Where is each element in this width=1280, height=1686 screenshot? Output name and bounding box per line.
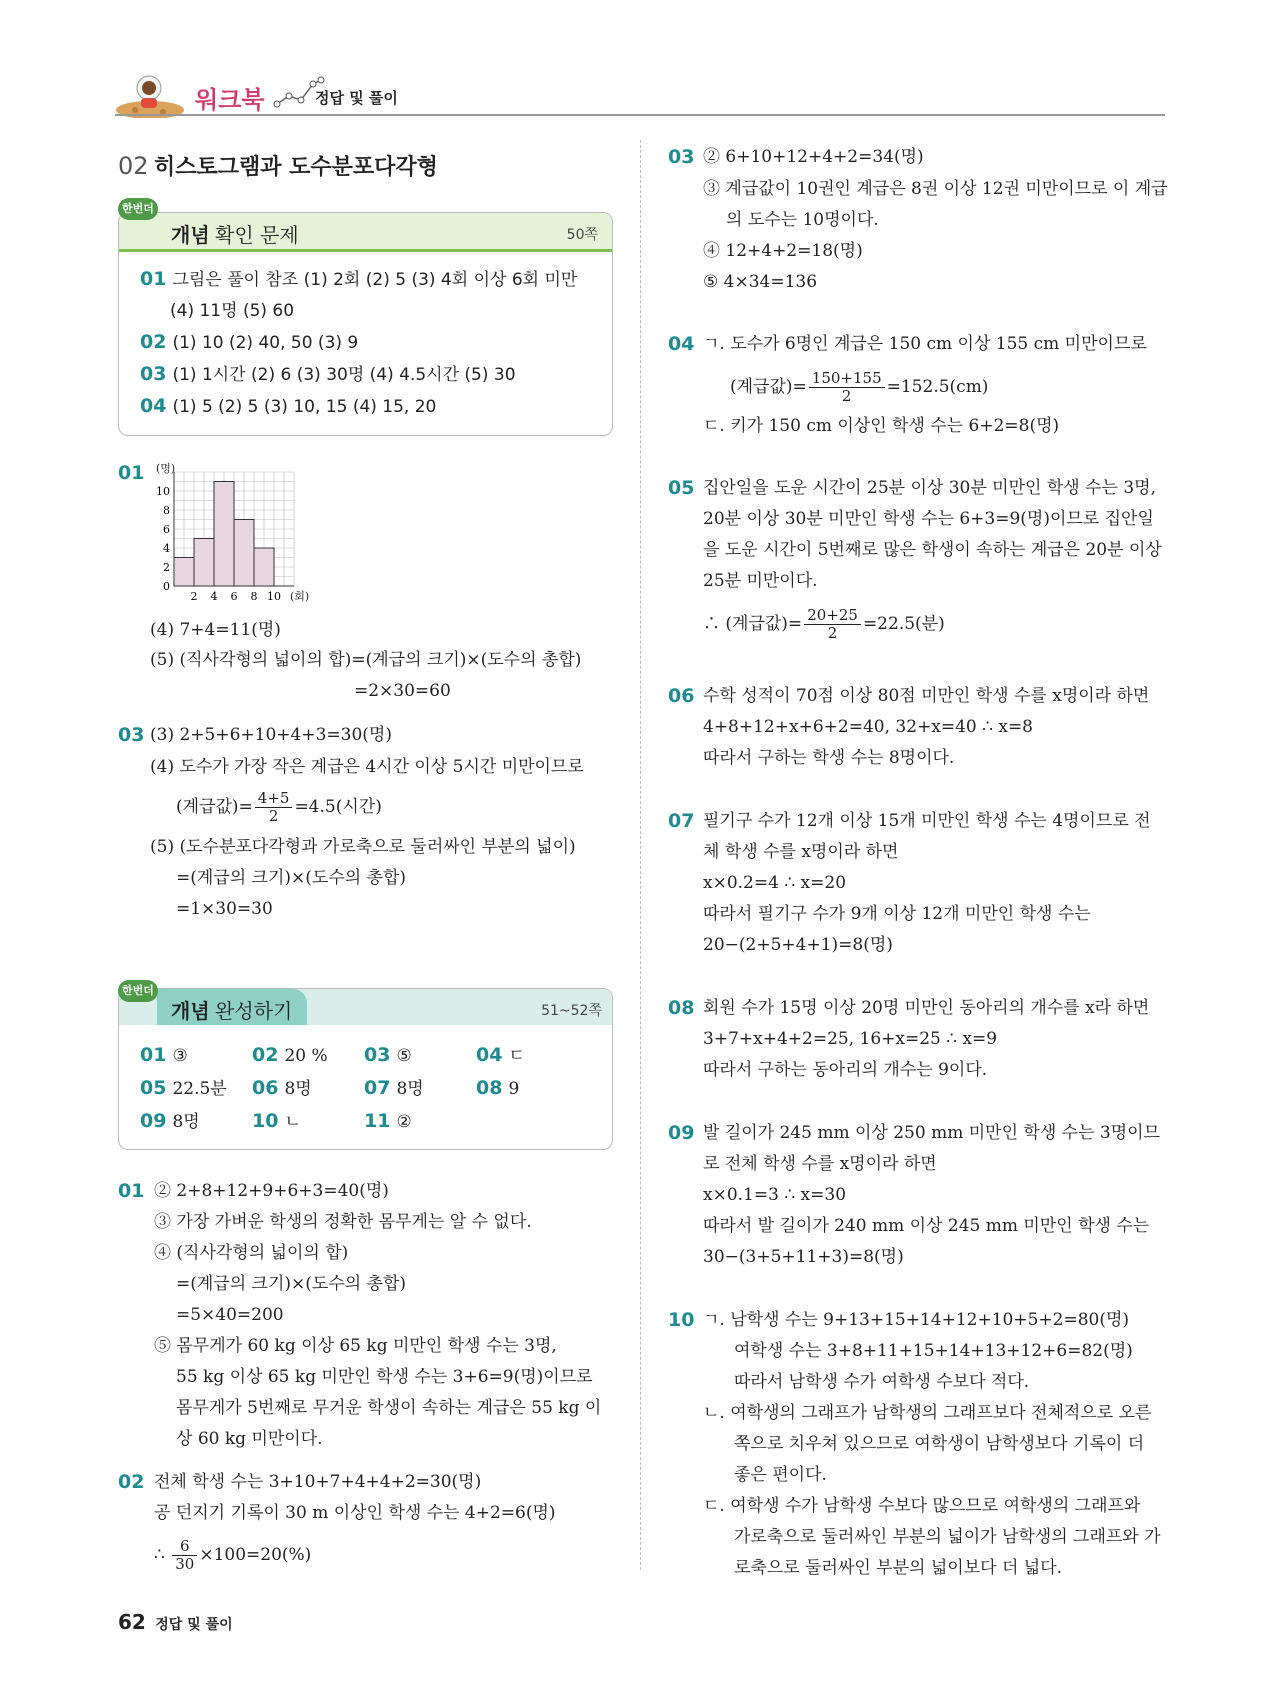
box2-cell-02: 02 20 %: [252, 1044, 328, 1066]
histogram-bar: [234, 520, 254, 587]
box2-cell-04: 04 ㄷ: [476, 1044, 525, 1066]
box-title: [171, 995, 292, 1024]
box2-cell-05: 05 22.5분: [140, 1077, 227, 1099]
x-tick-label: 6: [230, 590, 238, 603]
sol01-line-5: (5) (직사각형의 넓이의 합)=(계급의 크기)×(도수의 총합): [150, 650, 582, 670]
section-number: 02: [118, 152, 149, 180]
sol2-01-line-5: =5×40=200: [176, 1305, 284, 1325]
sol03-line-1: (3) 2+5+6+10+4+3=30(명): [150, 725, 392, 745]
x-tick-label: 10: [267, 590, 281, 603]
box-pages: 51~52쪽: [541, 1003, 602, 1019]
sol2-01-line-3: ④ (직사각형의 넓이의 합): [154, 1243, 349, 1263]
sol2-01-line-8: 몸무게가 5번째로 무거운 학생이 속하는 계급은 55 kg 이: [176, 1398, 602, 1418]
sol2-02-line-3: ∴ $\frac{6}{30}$ ×100=20(%): [154, 1537, 312, 1573]
box2-cell-08: 08 9: [476, 1077, 520, 1099]
sol2-01-line-4: =(계급의 크기)×(도수의 총합): [176, 1274, 407, 1294]
r03-line-2: ③ 계급값이 10권인 계급은 8권 이상 12권 미만이므로 이 계급: [703, 179, 1168, 199]
astronaut-mascot-icon: [115, 70, 185, 118]
sol03-line-5: =(계급의 크기)×(도수의 총합): [176, 868, 407, 888]
y-tick-label: 2: [163, 561, 170, 574]
r08-line-2: 3+7+x+4+2=25, 16+x=25 ∴ x=9: [703, 1029, 998, 1049]
box1-line-1: 01 그림은 풀이 참조 (1) 2회 (2) 5 (3) 4회 이상 6회 미만: [140, 268, 578, 290]
header-subtitle: 정답 및 풀이: [315, 89, 398, 107]
r10-line-6: 좋은 편이다.: [734, 1465, 827, 1485]
r09-line-4: 따라서 발 길이가 240 mm 이상 245 mm 미만인 학생 수는: [703, 1216, 1150, 1236]
box1-line-5: 04 (1) 5 (2) 5 (3) 10, 15 (4) 15, 20: [140, 395, 437, 417]
r10-line-4: ㄴ. 여학생의 그래프가 남학생의 그래프보다 전체적으로 오른: [703, 1403, 1152, 1423]
sol01-line-6: =2×30=60: [354, 681, 451, 701]
x-tick-label: 2: [190, 590, 198, 603]
histogram-bar: [194, 539, 214, 587]
box2-cell-07: 07 8명: [364, 1077, 424, 1099]
r03-line-3: 의 도수는 10명이다.: [726, 210, 879, 230]
sol2-01-line-7: 55 kg 이상 65 kg 미만인 학생 수는 3+6=9(명)이므로: [176, 1367, 593, 1387]
r05-line-2: 20분 이상 30분 미만인 학생 수는 6+3=9(명)이므로 집안일: [703, 509, 1154, 529]
fraction: $\frac{4+5}{2}$: [255, 790, 293, 825]
box-title-bold: 개념: [171, 999, 210, 1023]
sol2-01-line-1: ② 2+8+12+9+6+3=40(명): [154, 1181, 389, 1201]
histogram-bar: [214, 482, 234, 587]
box-pages: 50쪽: [566, 227, 598, 243]
r10-number: 10: [668, 1309, 695, 1331]
r06-line-1: 수학 성적이 70점 이상 80점 미만인 학생 수를 x명이라 하면: [703, 686, 1150, 706]
box-title-rest: 완성하기: [215, 999, 293, 1023]
r08-line-1: 회원 수가 15명 이상 20명 미만인 동아리의 개수를 x라 하면: [703, 998, 1150, 1018]
r07-line-4: 따라서 필기구 수가 9개 이상 12개 미만인 학생 수는: [703, 904, 1091, 924]
r10-line-2: 여학생 수는 3+8+11+15+14+13+12+6=82(명): [734, 1341, 1133, 1361]
section-title: [118, 150, 438, 181]
r09-line-5: 30−(3+5+11+3)=8(명): [703, 1247, 904, 1267]
box-tag: 한번더: [118, 198, 158, 220]
fraction: $\frac{20+25}{2}$: [804, 607, 861, 642]
box2-cell-01: 01 ③: [140, 1044, 188, 1066]
box2-cell-09: 09 8명: [140, 1110, 200, 1132]
r07-line-2: 체 학생 수를 x명이라 하면: [703, 842, 899, 862]
header-rule: [115, 114, 1165, 116]
r10-line-3: 따라서 남학생 수가 여학생 수보다 적다.: [734, 1372, 1030, 1392]
r10-line-5: 쪽으로 치우쳐 있으므로 여학생이 남학생보다 기록이 더: [734, 1434, 1145, 1454]
r03-line-1: ② 6+10+12+4+2=34(명): [703, 147, 924, 167]
r05-line-3: 을 도운 시간이 5번째로 많은 학생이 속하는 계급은 20분 이상: [703, 540, 1162, 560]
sol03-line-4: (5) (도수분포다각형과 가로축으로 둘러싸인 부분의 넓이): [150, 837, 576, 857]
r10-line-8: 가로축으로 둘러싸인 부분의 넓이가 남학생의 그래프와 가: [734, 1527, 1161, 1547]
r04-line-1: ㄱ. 도수가 6명인 계급은 150 cm 이상 155 cm 미만이므로: [703, 334, 1147, 354]
r09-number: 09: [668, 1122, 695, 1144]
r09-line-2: 로 전체 학생 수를 x명이라 하면: [703, 1154, 937, 1174]
sol2-02-line-2: 공 던지기 기록이 30 m 이상인 학생 수는 4+2=6(명): [154, 1503, 556, 1523]
page-number: 62: [118, 1610, 146, 1634]
x-tick-label: 8: [250, 590, 258, 603]
fraction: $\frac{150+155}{2}$: [809, 370, 885, 405]
box2-cell-10: 10 ㄴ: [252, 1110, 301, 1132]
box1-line-4: 03 (1) 1시간 (2) 6 (3) 30명 (4) 4.5시간 (5) 30: [140, 363, 516, 385]
r08-line-3: 따라서 구하는 동아리의 개수는 9이다.: [703, 1060, 988, 1080]
r07-line-1: 필기구 수가 12개 이상 15개 미만인 학생 수는 4명이므로 전: [703, 811, 1151, 831]
sol2-01-line-2: ③ 가장 가벼운 학생의 정확한 몸무게는 알 수 없다.: [154, 1212, 532, 1232]
box1-line-3: 02 (1) 10 (2) 40, 50 (3) 9: [140, 331, 359, 353]
box2-cell-11: 11 ②: [364, 1110, 412, 1132]
box2-cell-06: 06 8명: [252, 1077, 312, 1099]
histogram-bar: [254, 548, 274, 586]
r04-line-2: (계급값)= $\frac{150+155}{2}$ =152.5(cm): [730, 369, 989, 405]
workbook-label: 워크북: [195, 86, 265, 114]
box-title-bold: 개념: [171, 223, 210, 247]
sol2-02-number: 02: [118, 1471, 145, 1493]
sol2-01-line-6: ⑤ 몸무게가 60 kg 이상 65 kg 미만인 학생 수는 3명,: [154, 1336, 557, 1356]
sol2-01-line-9: 상 60 kg 미만이다.: [176, 1429, 323, 1449]
r06-number: 06: [668, 685, 695, 707]
column-divider: [640, 140, 641, 1570]
r07-line-5: 20−(2+5+4+1)=8(명): [703, 935, 893, 955]
y-tick-label: 8: [163, 504, 170, 517]
box2-cell-03: 03 ⑤: [364, 1044, 412, 1066]
box-title-rest: 확인 문제: [215, 223, 299, 247]
r03-line-4: ④ 12+4+2=18(명): [703, 241, 863, 261]
sol03-number: 03: [118, 724, 145, 746]
r08-number: 08: [668, 997, 695, 1019]
y-tick-label: 0: [163, 580, 170, 593]
sol03-line-3: (계급값)= $\frac{4+5}{2}$ =4.5(시간): [176, 789, 382, 825]
sol03-line-6: =1×30=30: [176, 899, 273, 919]
x-unit-label: (회): [290, 590, 310, 603]
r05-line-4: 25분 미만이다.: [703, 571, 818, 591]
r03-number: 03: [668, 146, 695, 168]
r06-line-3: 따라서 구하는 학생 수는 8명이다.: [703, 748, 955, 768]
footer-label: 정답 및 풀이: [155, 1617, 233, 1633]
y-tick-label: 10: [156, 485, 170, 498]
r03-line-5: ⑤ 4×34=136: [703, 272, 818, 292]
sol03-line-2: (4) 도수가 가장 작은 계급은 4시간 이상 5시간 미만이므로: [150, 757, 584, 777]
sol01-number: 01: [118, 462, 145, 484]
r10-line-1: ㄱ. 남학생 수는 9+13+15+14+12+10+5+2=80(명): [703, 1310, 1130, 1330]
box-tag: 한번더: [118, 980, 158, 1002]
r06-line-2: 4+8+12+x+6+2=40, 32+x=40 ∴ x=8: [703, 717, 1033, 737]
y-tick-label: 6: [163, 523, 170, 536]
r10-line-9: 로축으로 둘러싸인 부분의 넓이보다 더 넓다.: [734, 1558, 1063, 1578]
y-unit-label: (명): [156, 462, 176, 475]
r10-line-7: ㄷ. 여학생 수가 남학생 수보다 많으므로 여학생의 그래프와: [703, 1496, 1141, 1516]
r07-line-3: x×0.2=4 ∴ x=20: [703, 873, 847, 893]
r04-number: 04: [668, 333, 695, 355]
section-title-text: 히스토그램과 도수분포다각형: [153, 155, 438, 180]
histogram-bar: [174, 558, 194, 587]
sol2-02-line-1: 전체 학생 수는 3+10+7+4+4+2=30(명): [154, 1472, 482, 1492]
r05-number: 05: [668, 477, 695, 499]
r05-line-5: ∴ (계급값)= $\frac{20+25}{2}$ =22.5(분): [703, 606, 945, 642]
r09-line-3: x×0.1=3 ∴ x=30: [703, 1185, 847, 1205]
histogram-chart: [150, 462, 320, 606]
x-tick-label: 4: [210, 590, 218, 603]
sol01-line-4: (4) 7+4=11(명): [150, 620, 281, 640]
r09-line-1: 발 길이가 245 mm 이상 250 mm 미만인 학생 수는 3명이므: [703, 1123, 1160, 1143]
footer: [118, 1610, 233, 1634]
box1-line-2: (4) 11명 (5) 60: [170, 301, 295, 321]
sol2-01-number: 01: [118, 1180, 145, 1202]
r07-number: 07: [668, 810, 695, 832]
y-tick-label: 4: [163, 542, 170, 555]
header: [115, 70, 1165, 120]
fraction: $\frac{6}{30}$: [172, 1538, 197, 1573]
box-title: [171, 219, 299, 248]
r04-line-3: ㄷ. 키가 150 cm 이상인 학생 수는 6+2=8(명): [703, 416, 1060, 436]
r05-line-1: 집안일을 도운 시간이 25분 이상 30분 미만인 학생 수는 3명,: [703, 478, 1156, 498]
